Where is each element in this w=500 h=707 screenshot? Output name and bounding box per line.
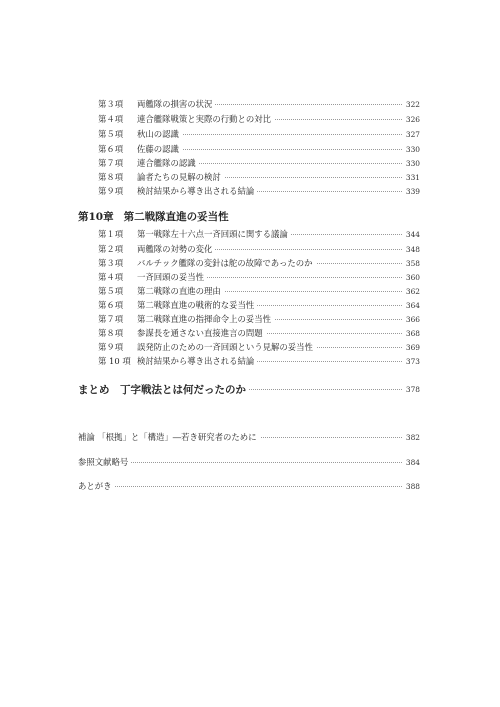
item-title: 参謀長を通さない直接進言の問題 [137, 327, 266, 339]
toc-entry[interactable] [0, 340, 500, 354]
item-number: 第１項 [98, 229, 124, 239]
page-number: 327 [403, 130, 420, 139]
toc-entry[interactable] [0, 354, 500, 368]
toc-backmatter[interactable] [0, 430, 500, 444]
item-title: 第二戦隊の直進の理由 [137, 285, 224, 297]
item-title: 両艦隊の対勢の変化 [137, 243, 215, 255]
page-number: 366 [403, 315, 420, 324]
item-number: 第 10 項 [98, 356, 131, 366]
item-number: 第５項 [98, 286, 124, 296]
backmatter-title: 補論 「根拠」と「構造」―若き研究者のために [78, 431, 260, 443]
dot-leader [78, 486, 420, 487]
item-number: 第９項 [98, 186, 124, 196]
page-number: 322 [403, 100, 420, 109]
item-number: 第６項 [98, 144, 124, 154]
item-title: 連合艦隊の認識 [137, 157, 199, 169]
page-number: 388 [403, 482, 420, 491]
item-number: 第２項 [98, 244, 124, 254]
item-title: 論者たちの見解の検討 [137, 171, 224, 183]
toc-backmatter[interactable] [0, 479, 500, 493]
item-title: 第二戦隊直進の指揮命令上の妥当性 [137, 313, 274, 325]
toc-backmatter[interactable] [0, 455, 500, 469]
toc-entry[interactable] [0, 156, 500, 170]
toc-entry[interactable] [0, 298, 500, 312]
backmatter-title: 参照文献略号 [78, 456, 131, 468]
page-number: 360 [403, 273, 420, 282]
page-number: 373 [403, 357, 420, 366]
page-number: 378 [403, 385, 420, 394]
toc-entry[interactable] [0, 256, 500, 270]
page-number: 382 [403, 433, 420, 442]
item-number: 第８項 [98, 172, 124, 182]
toc-entry[interactable] [0, 127, 500, 141]
page-number: 326 [403, 115, 420, 124]
item-title: 両艦隊の損害の状況 [137, 98, 215, 110]
page-number: 331 [403, 173, 420, 182]
item-number: 第４項 [98, 114, 124, 124]
toc-entry[interactable] [0, 326, 500, 340]
toc-entry[interactable] [0, 184, 500, 198]
item-number: 第４項 [98, 272, 124, 282]
item-number: 第９項 [98, 342, 124, 352]
toc-entry[interactable] [0, 227, 500, 241]
item-number: 第５項 [98, 129, 124, 139]
item-number: 第３項 [98, 258, 124, 268]
item-title: 第二戦隊直進の戦術的な妥当性 [137, 299, 257, 311]
item-title: 一斉回頭の妥当性 [137, 271, 207, 283]
page-number: 362 [403, 287, 420, 296]
page-number: 358 [403, 259, 420, 268]
toc-entry[interactable] [0, 142, 500, 156]
item-title: 検討結果から導き出される結論 [137, 355, 257, 367]
item-number: 第７項 [98, 314, 124, 324]
page-number: 369 [403, 343, 420, 352]
toc-entry[interactable] [0, 112, 500, 126]
item-title: バルチック艦隊の変針は舵の故障であったのか [137, 257, 316, 269]
backmatter-title: あとがき [78, 480, 115, 492]
item-title: 佐藤の認識 [137, 143, 182, 155]
toc-entry[interactable] [0, 312, 500, 326]
item-number: 第７項 [98, 158, 124, 168]
toc-conclusion[interactable] [0, 382, 500, 396]
item-number: 第８項 [98, 328, 124, 338]
page-number: 368 [403, 329, 420, 338]
page-number: 348 [403, 245, 420, 254]
page-number: 344 [403, 230, 420, 239]
item-title: 検討結果から導き出される結論 [137, 185, 257, 197]
conclusion-title: まとめ 丁字戦法とは何だったのか [78, 382, 249, 397]
page-number: 339 [403, 187, 420, 196]
item-title: 誤発防止のための一斉回頭という見解の妥当性 [137, 341, 316, 353]
toc-entry[interactable] [0, 270, 500, 284]
item-title: 連合艦隊戦策と実際の行動との対比 [137, 113, 274, 125]
toc-entry[interactable] [0, 284, 500, 298]
chapter-number: 第10章 [78, 211, 114, 223]
page-number: 364 [403, 301, 420, 310]
page-number: 384 [403, 458, 420, 467]
chapter-title: 第二戦隊直進の妥当性 [123, 211, 229, 223]
item-title: 第一戦隊左十六点一斉回頭に関する議論 [137, 228, 291, 240]
page-number: 330 [403, 159, 420, 168]
chapter-heading[interactable] [78, 209, 229, 224]
page-number: 330 [403, 145, 420, 154]
item-number: 第６項 [98, 300, 124, 310]
toc-entry[interactable] [0, 170, 500, 184]
toc-entry[interactable] [0, 242, 500, 256]
item-number: 第３項 [98, 99, 124, 109]
item-title: 秋山の認識 [137, 128, 182, 140]
toc-entry[interactable] [0, 97, 500, 111]
